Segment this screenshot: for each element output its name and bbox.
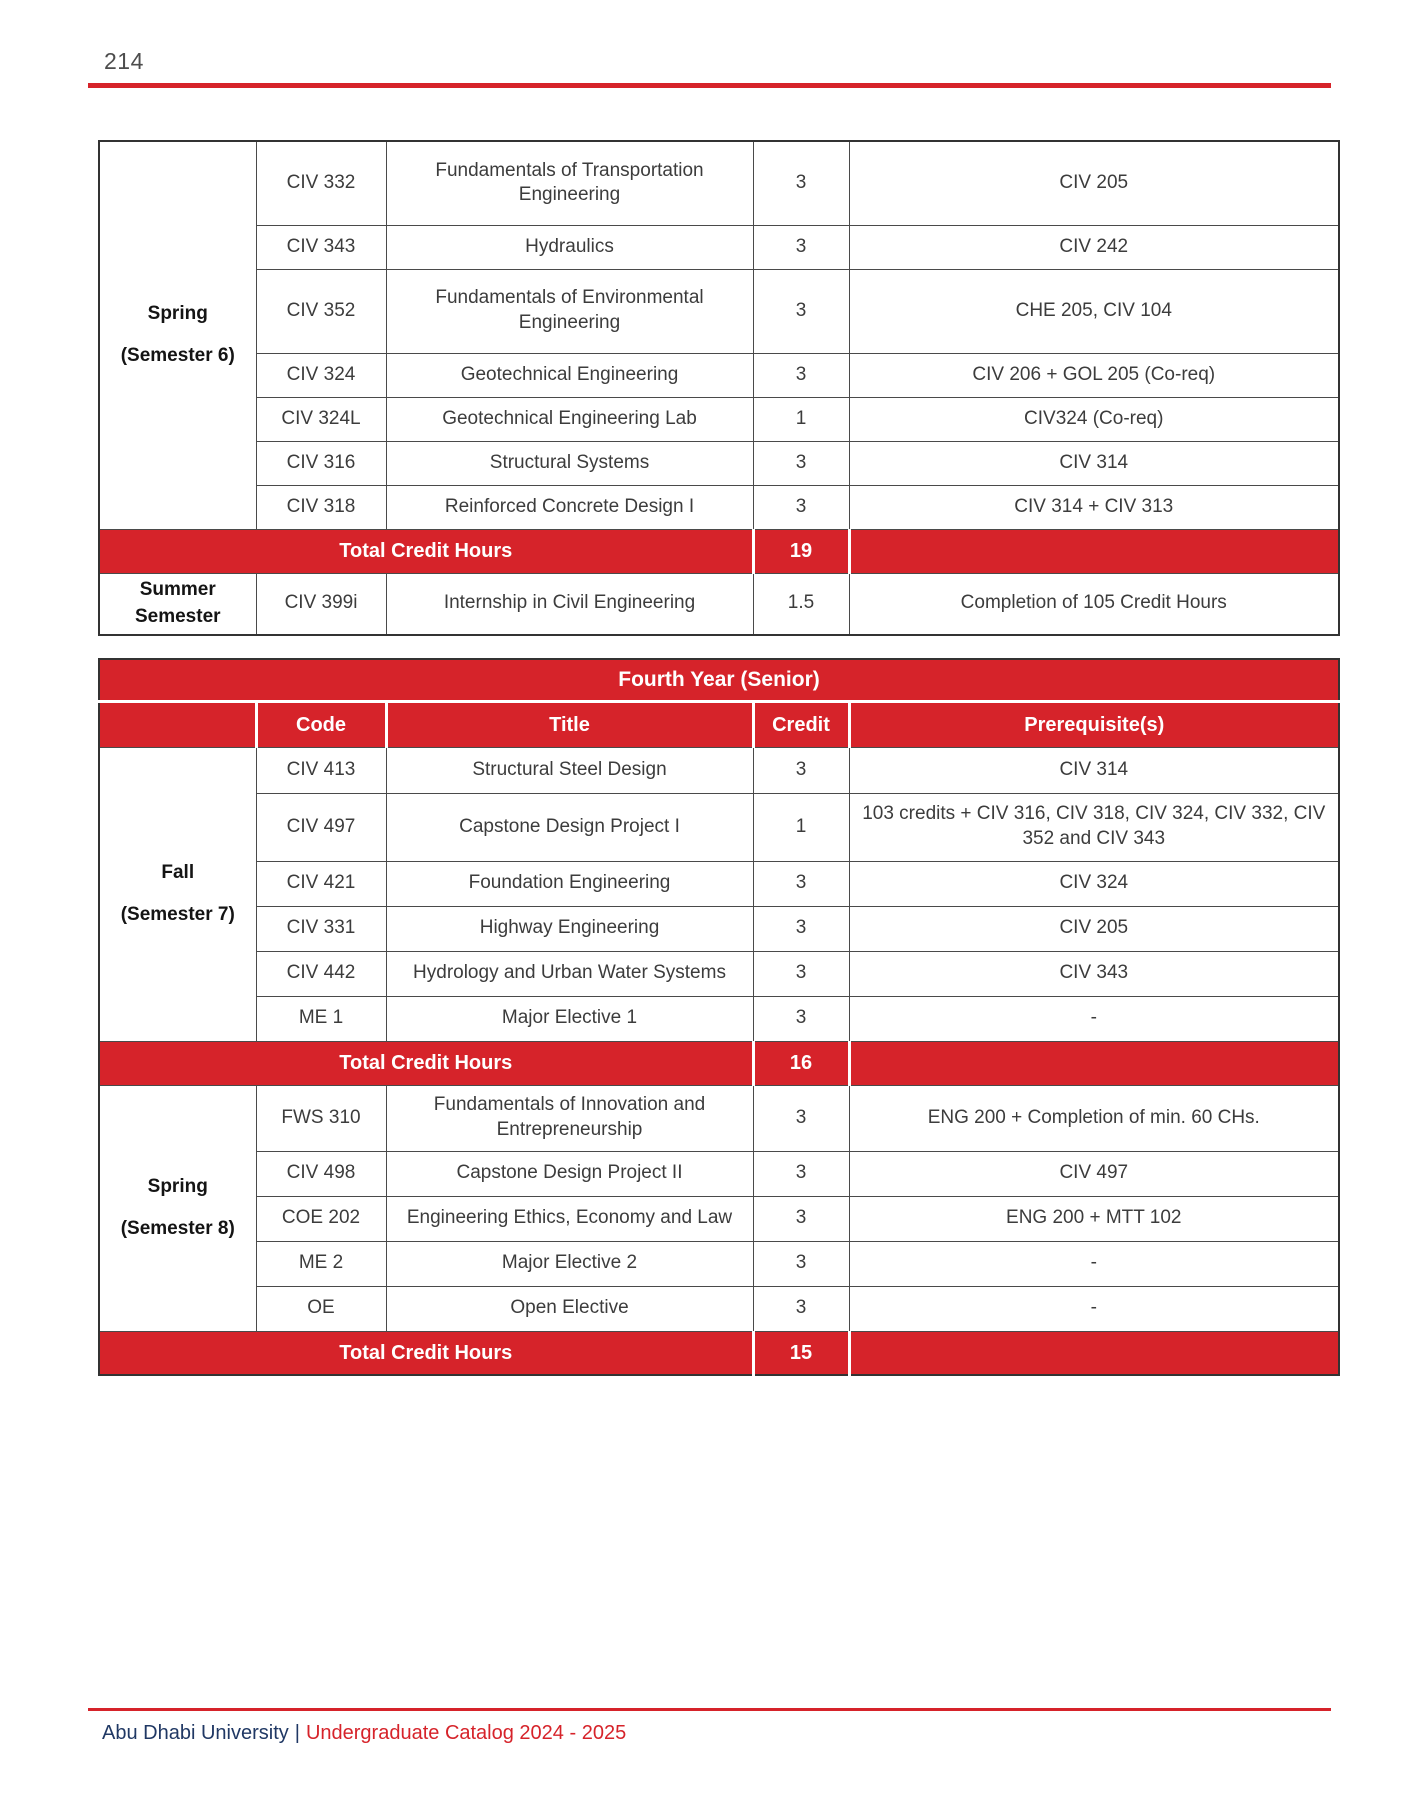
table-row	[99, 1196, 1339, 1241]
header-title: Title	[386, 701, 753, 747]
table-title-row	[99, 659, 1339, 701]
course-credit-cell: 3	[753, 951, 849, 996]
course-prereq-cell: CIV 205	[849, 906, 1339, 951]
course-prereq-cell: -	[849, 1241, 1339, 1286]
course-prereq-cell: CHE 205, CIV 104	[849, 269, 1339, 353]
course-prereq-cell: CIV 343	[849, 951, 1339, 996]
course-credit-cell: 3	[753, 996, 849, 1041]
table-row	[99, 861, 1339, 906]
semester-label: Summer Semester	[134, 579, 221, 627]
course-title-cell: Hydrology and Urban Water Systems	[386, 951, 753, 996]
footer-university: Abu Dhabi University	[102, 1722, 289, 1744]
course-credit-cell: 3	[753, 441, 849, 485]
course-title-cell: Geotechnical Engineering Lab	[386, 397, 753, 441]
total-label-cell: Total Credit Hours	[99, 1331, 753, 1375]
header-credit: Credit	[753, 701, 849, 747]
page-number: 214	[104, 48, 144, 74]
fourth-year-senior-table	[98, 658, 1338, 1376]
course-prereq-cell: CIV 205	[849, 141, 1339, 225]
course-credit-cell: 3	[753, 225, 849, 269]
course-prereq-cell: CIV324 (Co-req)	[849, 397, 1339, 441]
semester-label-cell	[99, 747, 256, 1041]
summer-semester-row	[99, 573, 1339, 635]
table-row	[99, 906, 1339, 951]
table-row	[99, 1151, 1339, 1196]
footer-rule	[88, 1708, 1331, 1711]
total-value-cell: 15	[753, 1331, 849, 1375]
course-prereq-cell: ENG 200 + MTT 102	[849, 1196, 1339, 1241]
course-credit-cell: 3	[753, 1085, 849, 1151]
course-credit-cell: 3	[753, 353, 849, 397]
course-title-cell: Highway Engineering	[386, 906, 753, 951]
course-credit-cell: 1.5	[753, 573, 849, 635]
course-code-cell: ME 1	[256, 996, 386, 1041]
course-code-cell: CIV 498	[256, 1151, 386, 1196]
footer	[102, 1722, 626, 1745]
course-code-cell: CIV 324L	[256, 397, 386, 441]
table-title: Fourth Year (Senior)	[99, 659, 1339, 701]
course-title-cell: Internship in Civil Engineering	[386, 573, 753, 635]
total-label-cell: Total Credit Hours	[99, 529, 753, 573]
spring-semester-6-table	[98, 140, 1338, 636]
table-row	[99, 951, 1339, 996]
table-row	[99, 1085, 1339, 1151]
course-code-cell: CIV 343	[256, 225, 386, 269]
course-code-cell: CIV 413	[256, 747, 386, 793]
course-credit-cell: 1	[753, 397, 849, 441]
course-prereq-cell: CIV 206 + GOL 205 (Co-req)	[849, 353, 1339, 397]
footer-catalog: Undergraduate Catalog 2024 - 2025	[305, 1722, 627, 1744]
course-credit-cell: 3	[753, 747, 849, 793]
semester-label: Spring (Semester 6)	[120, 303, 235, 366]
course-credit-cell: 3	[753, 1286, 849, 1331]
total-value-cell: 19	[753, 529, 849, 573]
total-credit-hours-row	[99, 529, 1339, 573]
total-empty-cell	[849, 1331, 1339, 1375]
course-code-cell: CIV 442	[256, 951, 386, 996]
course-code-cell: CIV 352	[256, 269, 386, 353]
course-title-cell: Fundamentals of Innovation and Entrepreneurship	[386, 1085, 753, 1151]
course-code-cell: ME 2	[256, 1241, 386, 1286]
semester-label-cell	[99, 141, 256, 529]
course-code-cell: CIV 399i	[256, 573, 386, 635]
course-title-cell: Capstone Design Project I	[386, 793, 753, 861]
semester-label-cell	[99, 573, 256, 635]
total-credit-hours-row	[99, 1331, 1339, 1375]
total-credit-hours-row	[99, 1041, 1339, 1085]
course-code-cell: FWS 310	[256, 1085, 386, 1151]
course-credit-cell: 3	[753, 141, 849, 225]
table-row	[99, 1286, 1339, 1331]
course-title-cell: Fundamentals of Transportation Engineering	[386, 141, 753, 225]
footer-separator: |	[294, 1722, 300, 1744]
course-code-cell: OE	[256, 1286, 386, 1331]
course-credit-cell: 3	[753, 1151, 849, 1196]
total-empty-cell	[849, 529, 1339, 573]
course-prereq-cell: CIV 314	[849, 747, 1339, 793]
course-prereq-cell: -	[849, 1286, 1339, 1331]
semester-label: Spring (Semester 8)	[120, 1175, 235, 1239]
course-credit-cell: 3	[753, 485, 849, 529]
table-row	[99, 793, 1339, 861]
course-title-cell: Open Elective	[386, 1286, 753, 1331]
course-credit-cell: 3	[753, 861, 849, 906]
header-empty-cell	[99, 701, 256, 747]
course-prereq-cell: CIV 242	[849, 225, 1339, 269]
course-title-cell: Hydraulics	[386, 225, 753, 269]
course-credit-cell: 3	[753, 1241, 849, 1286]
course-title-cell: Major Elective 2	[386, 1241, 753, 1286]
course-credit-cell: 3	[753, 1196, 849, 1241]
course-prereq-cell: Completion of 105 Credit Hours	[849, 573, 1339, 635]
total-label-cell: Total Credit Hours	[99, 1041, 753, 1085]
table-row	[99, 996, 1339, 1041]
course-prereq-cell: -	[849, 996, 1339, 1041]
course-title-cell: Major Elective 1	[386, 996, 753, 1041]
table-row	[99, 353, 1339, 397]
header-rule	[88, 83, 1331, 88]
course-prereq-cell: ENG 200 + Completion of min. 60 CHs.	[849, 1085, 1339, 1151]
course-credit-cell: 1	[753, 793, 849, 861]
course-title-cell: Fundamentals of Environmental Engineering	[386, 269, 753, 353]
total-value-cell: 16	[753, 1041, 849, 1085]
course-code-cell: CIV 324	[256, 353, 386, 397]
course-code-cell: CIV 318	[256, 485, 386, 529]
course-title-cell: Engineering Ethics, Economy and Law	[386, 1196, 753, 1241]
course-title-cell: Geotechnical Engineering	[386, 353, 753, 397]
table-row	[99, 441, 1339, 485]
column-header-row	[99, 701, 1339, 747]
course-credit-cell: 3	[753, 906, 849, 951]
course-code-cell: CIV 421	[256, 861, 386, 906]
course-code-cell: CIV 497	[256, 793, 386, 861]
course-code-cell: CIV 332	[256, 141, 386, 225]
semester-label: Fall (Semester 7)	[120, 861, 235, 925]
course-code-cell: COE 202	[256, 1196, 386, 1241]
course-prereq-cell: CIV 314	[849, 441, 1339, 485]
table-row	[99, 485, 1339, 529]
table-row	[99, 225, 1339, 269]
table-row	[99, 269, 1339, 353]
course-title-cell: Structural Systems	[386, 441, 753, 485]
table-row	[99, 1241, 1339, 1286]
course-code-cell: CIV 331	[256, 906, 386, 951]
total-empty-cell	[849, 1041, 1339, 1085]
header-code: Code	[256, 701, 386, 747]
course-prereq-cell: CIV 324	[849, 861, 1339, 906]
table-row	[99, 397, 1339, 441]
course-prereq-cell: CIV 314 + CIV 313	[849, 485, 1339, 529]
course-title-cell: Capstone Design Project II	[386, 1151, 753, 1196]
course-title-cell: Structural Steel Design	[386, 747, 753, 793]
course-code-cell: CIV 316	[256, 441, 386, 485]
semester-label-cell	[99, 1085, 256, 1331]
table-row	[99, 141, 1339, 225]
course-prereq-cell: CIV 497	[849, 1151, 1339, 1196]
header-prereq: Prerequisite(s)	[849, 701, 1339, 747]
course-title-cell: Reinforced Concrete Design I	[386, 485, 753, 529]
course-prereq-cell: 103 credits + CIV 316, CIV 318, CIV 324, CIV 332, CIV 352 and CIV 343	[849, 793, 1339, 861]
course-title-cell: Foundation Engineering	[386, 861, 753, 906]
table-row	[99, 747, 1339, 793]
course-credit-cell: 3	[753, 269, 849, 353]
